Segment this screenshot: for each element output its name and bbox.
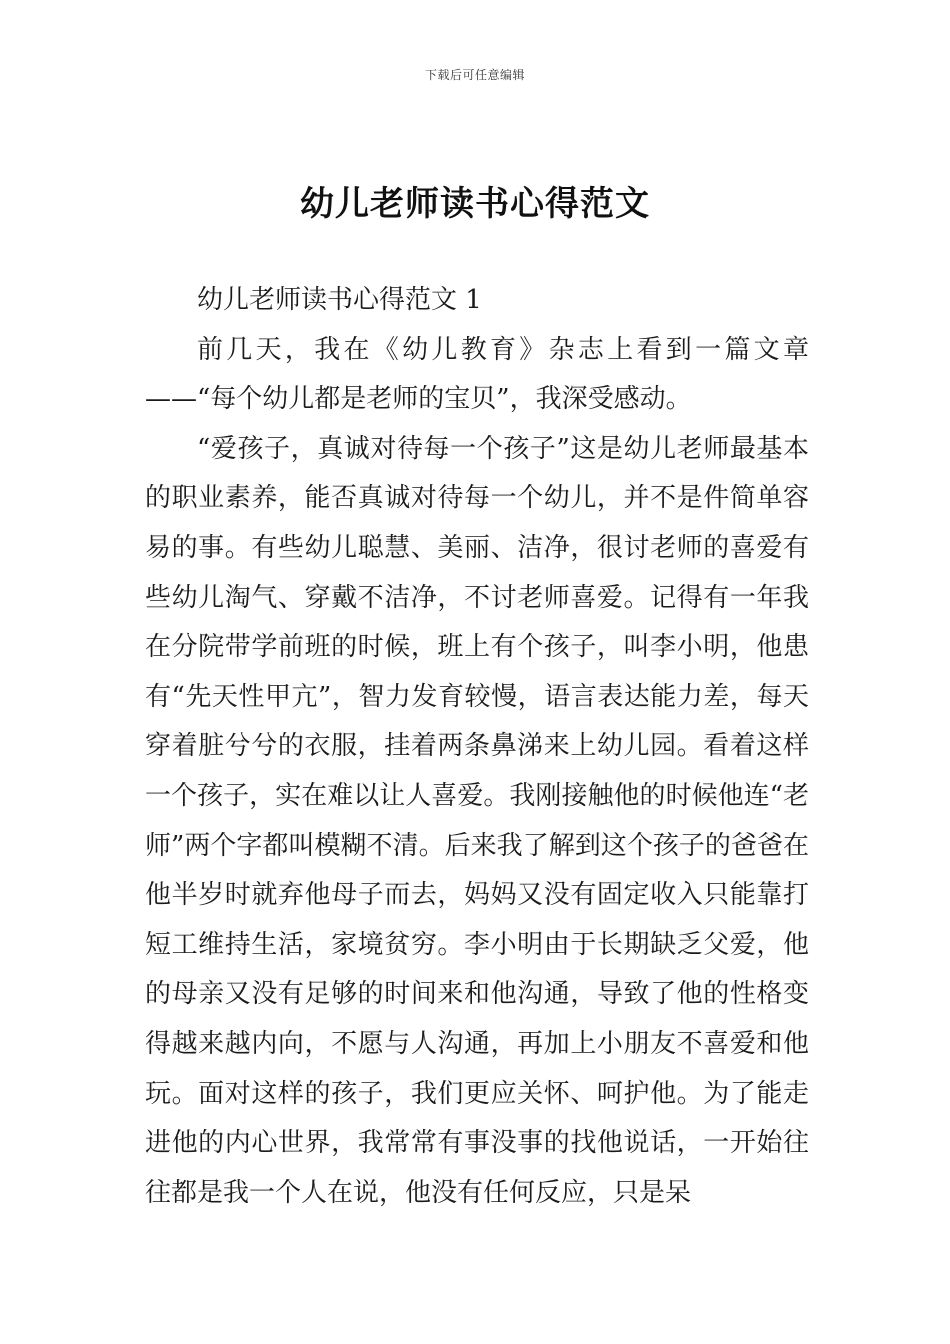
section-heading: 幼儿老师读书心得范文 1 bbox=[197, 285, 482, 315]
page-header-note: 下载后可任意编辑 bbox=[424, 68, 525, 82]
document-body bbox=[145, 276, 809, 1218]
body-paragraph: 前几天，我在《幼儿教育》杂志上看到一篇文章——“每个幼儿都是老师的宝贝”，我深受感动。 bbox=[145, 334, 809, 415]
body-paragraph: “爱孩子，真诚对待每一个孩子”这是幼儿老师最基本的职业素养，能否真诚对待每一个幼儿，并不是件简单容易的事。有些幼儿聪慧、美丽、洁净，很讨老师的喜爱有些幼儿淘气、穿戴不洁净，不讨老师喜爱。记得有一年我在分院带学前班的时候，班上有个孩子，叫李小明，他患有“先天性甲亢”，智力发育较慢，语言表达能力差，每天穿着脏兮兮的衣服，挂着两条鼻涕来上幼儿园。看着这样一个孩子，实在难以让人喜爱。我刚接触他的时候他连“老师”两个字都叫模糊不清。后来我了解到这个孩子的爸爸在他半岁时就弃他母子而去，妈妈又没有固定收入只能靠打短工维持生活，家境贫穷。李小明由于长期缺乏父爱，他的母亲又没有足够的时间来和他沟通，导致了他的性格变得越来越内向，不愿与人沟通，再加上小朋友不喜爱和他玩。面对这样的孩子，我们更应关怀、呵护他。为了能走进他的内心世界，我常常有事没事的找他说话，一开始往往都是我一个人在说，他没有任何反应，只是呆 bbox=[145, 433, 809, 1208]
document-title: 幼儿老师读书心得范文 bbox=[300, 184, 650, 224]
